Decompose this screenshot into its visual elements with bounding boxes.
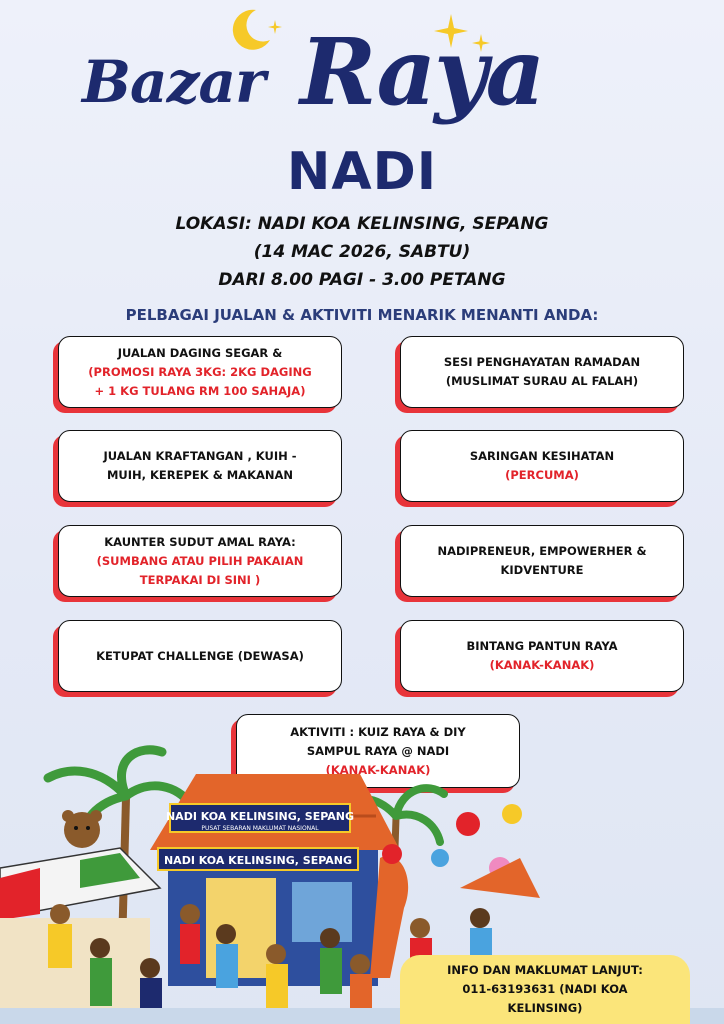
crescent-moon-icon <box>226 6 274 54</box>
card-line: SARINGAN KESIHATAN <box>469 449 615 463</box>
card-line: BINTANG PANTUN RAYA <box>466 639 618 653</box>
card-line: KIDVENTURE <box>500 563 584 577</box>
card-line: SAMPUL RAYA @ NADI <box>306 743 450 758</box>
contact-line: INFO DAN MAKLUMAT LANJUT: <box>447 963 643 977</box>
title-bazar: Bazar <box>82 48 265 116</box>
star-icon <box>268 20 282 34</box>
card-line: JUALAN DAGING SEGAR & <box>117 345 283 360</box>
card-fresh-meat <box>58 336 342 408</box>
contact-line: KELINSING) <box>507 1001 583 1015</box>
sign-lower-text: NADI KOA KELINSING, SEPANG <box>163 854 353 867</box>
card-line: KETUPAT CHALLENGE (DEWASA) <box>96 648 304 663</box>
card-line: (MUSLIMAT SURAU AL FALAH) <box>445 374 639 388</box>
title-nadi: NADI <box>286 142 438 202</box>
card-nadipreneur <box>400 525 684 597</box>
card-charity-counter <box>58 525 342 597</box>
sign-main-text: NADI KOA KELINSING, SEPANG <box>165 810 355 823</box>
card-ramadan-session <box>400 336 684 408</box>
card-line: MUIH, KEREPEK & MAKANAN <box>106 468 294 482</box>
card-health-screening <box>400 430 684 502</box>
card-line: TERPAKAI DI SINI ) <box>139 572 261 587</box>
card-line: (KANAK-KANAK) <box>325 762 431 777</box>
event-time: DARI 8.00 PAGI - 3.00 PETANG <box>218 270 506 290</box>
card-line: (PERCUMA) <box>505 468 579 482</box>
card-handicraft-food <box>58 430 342 502</box>
contact-info <box>400 955 690 1024</box>
card-line: KAUNTER SUDUT AMAL RAYA: <box>104 534 296 549</box>
card-line: SESI PENGHAYATAN RAMADAN <box>443 355 641 369</box>
card-ketupat-challenge <box>58 620 342 692</box>
title-raya: Raya <box>300 18 544 126</box>
card-line: JUALAN KRAFTANGAN , KUIH - <box>103 449 297 463</box>
card-line: (SUMBANG ATAU PILIH PAKAIAN <box>96 553 304 568</box>
card-line: AKTIVITI : KUIZ RAYA & DIY <box>290 724 466 739</box>
card-line: NADIPRENEUR, EMPOWERHER & <box>437 544 647 558</box>
event-date: (14 MAC 2026, SABTU) <box>253 242 471 262</box>
event-location: LOKASI: NADI KOA KELINSING, SEPANG <box>175 214 549 234</box>
card-line: (PROMOSI RAYA 3KG: 2KG DAGING <box>88 364 312 379</box>
card-line: (KANAK-KANAK) <box>489 658 595 672</box>
card-line: + 1 KG TULANG RM 100 SAHAJA) <box>94 383 306 398</box>
contact-line: 011-63193631 (NADI KOA <box>462 982 628 996</box>
card-pantun <box>400 620 684 692</box>
activities-headline: PELBAGAI JUALAN & AKTIVITI MENARIK MENANTI ANDA: <box>125 306 599 324</box>
sign-sub-text: PUSAT SEBARAN MAKLUMAT NASIONAL <box>201 825 319 832</box>
flower-decoration <box>456 812 480 836</box>
